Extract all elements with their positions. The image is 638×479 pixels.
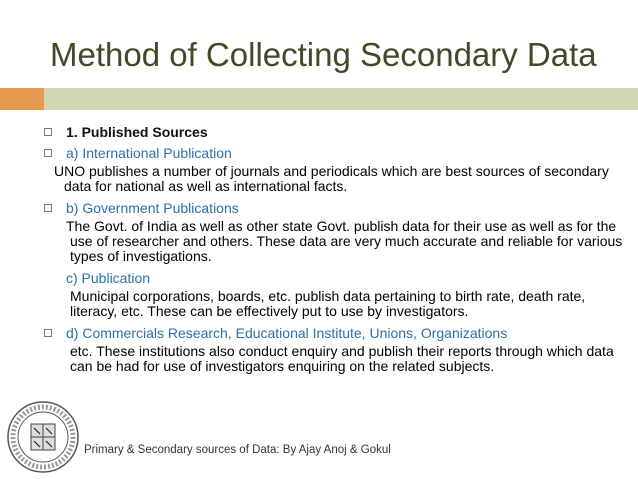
square-bullet-icon bbox=[44, 149, 52, 157]
bullet-international-publication bbox=[44, 145, 624, 161]
slide-content bbox=[44, 124, 624, 380]
paragraph-commercial: etc. These institutions also conduct enquiry and publish their reports through which data can be had for use of investigators enquiring on the related subjects. bbox=[70, 343, 614, 374]
paragraph-international: UNO publishes a number of journals and periodicals which are best sources of secondary data for national as well as international facts. bbox=[54, 163, 609, 194]
bullet-commercial-research bbox=[44, 325, 624, 341]
slide-title: Method of Collecting Secondary Data bbox=[50, 36, 597, 73]
paragraph-government: The Govt. of India as well as other state Govt. publish data for their use as well as for the use of researcher and others. These data are very much accurate and reliable for various types of investigations. bbox=[66, 218, 623, 264]
square-bullet-icon bbox=[44, 204, 52, 212]
bullet-government-publications bbox=[44, 200, 624, 216]
square-bullet-icon bbox=[44, 329, 52, 337]
subheading-commercial: d) Commercials Research, Educational Institute, Unions, Organizations bbox=[66, 325, 508, 341]
subheading-government: b) Government Publications bbox=[66, 200, 239, 216]
subheading-publication: c) Publication bbox=[66, 270, 151, 286]
subheading-international: a) International Publication bbox=[66, 145, 232, 161]
section-heading: 1. Published Sources bbox=[66, 124, 208, 140]
square-bullet-icon bbox=[44, 128, 52, 136]
slide-footer: Primary & Secondary sources of Data: By Ajay Anoj & Gokul bbox=[84, 444, 391, 456]
bullet-published-sources bbox=[44, 124, 624, 140]
college-seal-logo bbox=[6, 400, 80, 474]
title-band-accent bbox=[0, 88, 44, 110]
subheading-publication-row bbox=[44, 270, 624, 286]
paragraph-publication: Municipal corporations, boards, etc. publish data pertaining to birth rate, death rate, literacy, etc. These can be effectively put to use by investigators. bbox=[70, 288, 586, 319]
title-underline-band bbox=[0, 88, 638, 110]
